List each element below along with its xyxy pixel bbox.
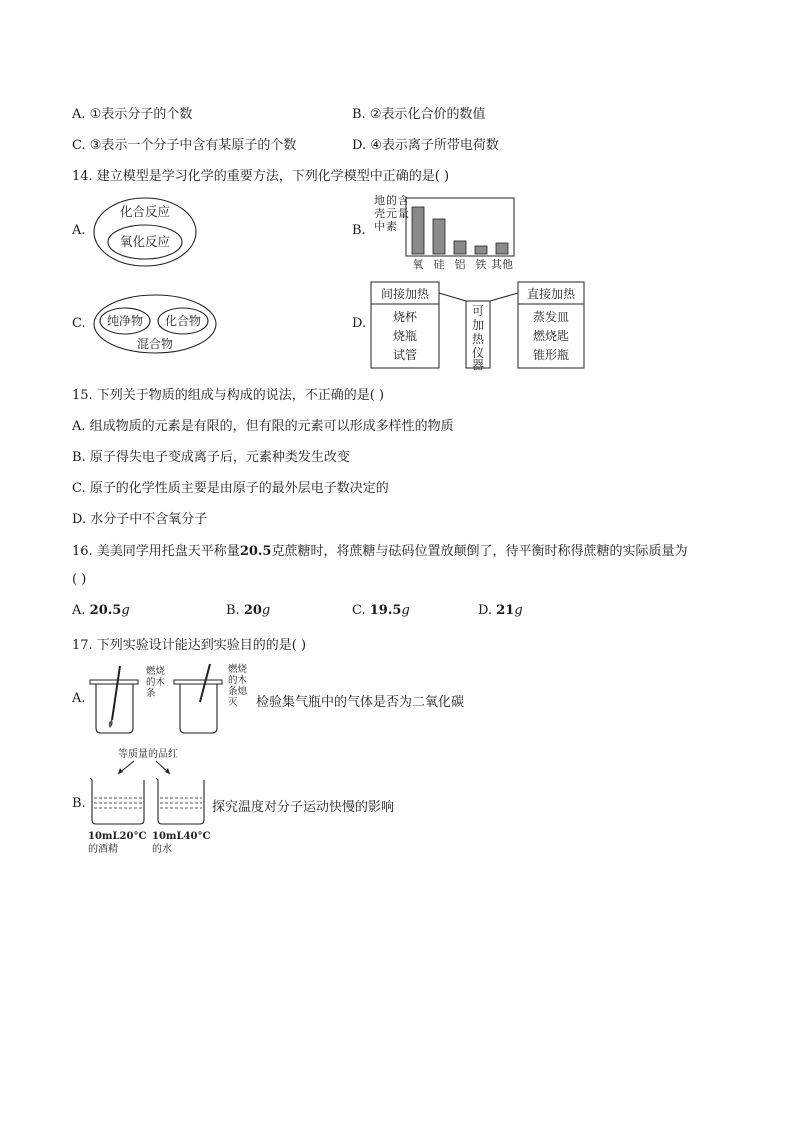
q15-option-d[interactable]: D. 水分子中不含氧分子 bbox=[72, 512, 208, 527]
q15-option-b[interactable]: B. 原子得失电子变成离子后，元素种类发生改变 bbox=[72, 450, 350, 465]
option-value: 19.5 bbox=[369, 603, 402, 618]
bar bbox=[454, 241, 466, 254]
option-label: A. bbox=[72, 107, 86, 122]
right-box-item-3: 锥形瓶 bbox=[532, 348, 570, 362]
bar bbox=[433, 219, 445, 254]
center-box-char-1: 可 bbox=[471, 304, 485, 318]
right-ellipse-label: 化合物 bbox=[164, 314, 202, 328]
left-stick-label-1: 燃烧 bbox=[146, 666, 166, 677]
stem-mass: 20.5 bbox=[239, 544, 272, 559]
left-ellipse-label: 纯净物 bbox=[106, 314, 144, 328]
q16-blank: ( ) bbox=[72, 572, 87, 587]
option-text: ①表示分子的个数 bbox=[89, 107, 193, 122]
q17-option-b-label[interactable]: B. bbox=[72, 796, 86, 811]
q14-option-c-label[interactable]: C. bbox=[72, 316, 86, 331]
option-text: ④表示离子所带电荷数 bbox=[370, 138, 499, 153]
q17-stem: 17. 下列实验设计能达到实验目的的是( ) bbox=[72, 638, 307, 653]
left-stick-label-2: 的木 bbox=[146, 677, 166, 688]
category-label: 氧 bbox=[412, 258, 424, 271]
q14-option-a-figure bbox=[92, 196, 198, 268]
q14-option-c-figure bbox=[92, 293, 218, 355]
option-label: C. bbox=[352, 603, 366, 618]
left-box-item-3: 试管 bbox=[392, 348, 418, 362]
top-caption: 等质量的品红 bbox=[118, 749, 178, 760]
category-label: 其他 bbox=[491, 258, 513, 271]
option-value: 21 bbox=[496, 603, 515, 618]
option-label: B. bbox=[352, 107, 366, 122]
left-stick-label-3: 条 bbox=[146, 688, 156, 699]
q17-option-a-figure bbox=[88, 662, 256, 736]
right-stick-label-2: 的木 bbox=[228, 675, 248, 686]
right-box-item-1: 蒸发皿 bbox=[532, 310, 570, 324]
q13-option-a[interactable] bbox=[72, 103, 192, 122]
center-box-char-5: 器 bbox=[471, 358, 485, 371]
right-beaker-caption-2: 的水 bbox=[152, 844, 172, 855]
q17-option-b-text: 探究温度对分子运动快慢的影响 bbox=[212, 800, 395, 815]
center-box-char-3: 热 bbox=[471, 332, 485, 346]
q15-stem: 15. 下列关于物质的组成与构成的说法，不正确的是( ) bbox=[72, 388, 385, 403]
outer-ellipse-label: 混合物 bbox=[136, 337, 174, 351]
center-box-char-2: 加 bbox=[471, 318, 485, 332]
stem-suffix: 克蔗糖时，将蔗糖与砝码位置放颠倒了，待平衡时称得蔗糖的实际质量为 bbox=[271, 544, 688, 559]
q15-option-a[interactable]: A. 组成物质的元素是有限的，但有限的元素可以形成多样性的物质 bbox=[72, 419, 454, 434]
right-beaker-caption-1: 10mL40°C bbox=[152, 831, 211, 842]
option-value: 20 bbox=[243, 603, 262, 618]
bar bbox=[475, 246, 487, 254]
q16-stem bbox=[72, 540, 688, 559]
q13-option-d[interactable] bbox=[352, 134, 499, 153]
option-label: D. bbox=[352, 138, 367, 153]
outer-ellipse-label: 化合反应 bbox=[119, 204, 171, 219]
q16-option-a[interactable] bbox=[72, 603, 130, 618]
chart-y-label: 地壳中的元素含量 bbox=[374, 194, 409, 233]
right-stick-label-1: 燃烧 bbox=[228, 664, 248, 675]
right-stick-label-4: 灭 bbox=[228, 697, 238, 708]
q16-option-c[interactable] bbox=[352, 603, 410, 618]
category-label: 铁 bbox=[475, 258, 487, 271]
unit: g bbox=[121, 603, 130, 618]
q14-option-b-label[interactable]: B. bbox=[352, 223, 366, 238]
category-label: 铝 bbox=[454, 258, 466, 271]
bar bbox=[412, 207, 424, 254]
option-value: 20.5 bbox=[89, 603, 122, 618]
left-beaker-caption-1: 10mL20°C bbox=[88, 831, 147, 842]
q17-option-a-label[interactable]: A. bbox=[72, 691, 86, 706]
center-box-char-4: 仪 bbox=[471, 346, 485, 360]
inner-ellipse-label: 氧化反应 bbox=[119, 234, 171, 249]
unit: g bbox=[261, 603, 271, 618]
q16-option-d[interactable] bbox=[478, 603, 523, 618]
bar bbox=[496, 243, 508, 254]
q14-option-b-chart bbox=[368, 190, 518, 272]
left-box-item-2: 烧瓶 bbox=[392, 329, 418, 343]
left-box-item-1: 烧杯 bbox=[392, 310, 418, 324]
option-label: B. bbox=[226, 603, 240, 618]
left-beaker-caption-2: 的酒精 bbox=[88, 844, 118, 855]
right-box-item-2: 燃烧匙 bbox=[532, 329, 570, 343]
q15-option-c[interactable]: C. 原子的化学性质主要是由原子的最外层电子数决定的 bbox=[72, 481, 389, 496]
unit: g bbox=[514, 603, 523, 618]
category-label: 硅 bbox=[433, 258, 445, 271]
q14-option-d-label[interactable]: D. bbox=[352, 316, 367, 331]
right-box-title: 直接加热 bbox=[526, 287, 576, 301]
q13-option-b[interactable] bbox=[352, 103, 485, 122]
right-stick-label-3: 条熄 bbox=[228, 686, 248, 697]
q13-option-c[interactable] bbox=[72, 134, 296, 153]
stem-prefix: 16. 美美同学用托盘天平称量 bbox=[72, 544, 240, 559]
q17-option-a-text: 检验集气瓶中的气体是否为二氧化碳 bbox=[256, 695, 465, 710]
option-text: ②表示化合价的数值 bbox=[369, 107, 486, 122]
option-label: D. bbox=[478, 603, 493, 618]
option-label: A. bbox=[72, 603, 86, 618]
q17-option-b-figure bbox=[86, 746, 212, 856]
q16-option-b[interactable] bbox=[226, 603, 270, 618]
q14-stem: 14. 建立模型是学习化学的重要方法，下列化学模型中正确的是( ) bbox=[72, 169, 450, 184]
option-text: ③表示一个分子中含有某原子的个数 bbox=[89, 138, 297, 153]
unit: g bbox=[401, 603, 410, 618]
q14-option-a-label[interactable]: A. bbox=[72, 223, 86, 238]
left-box-title: 间接加热 bbox=[380, 287, 430, 301]
option-label: C. bbox=[72, 138, 86, 153]
q14-option-d-figure bbox=[370, 281, 588, 371]
